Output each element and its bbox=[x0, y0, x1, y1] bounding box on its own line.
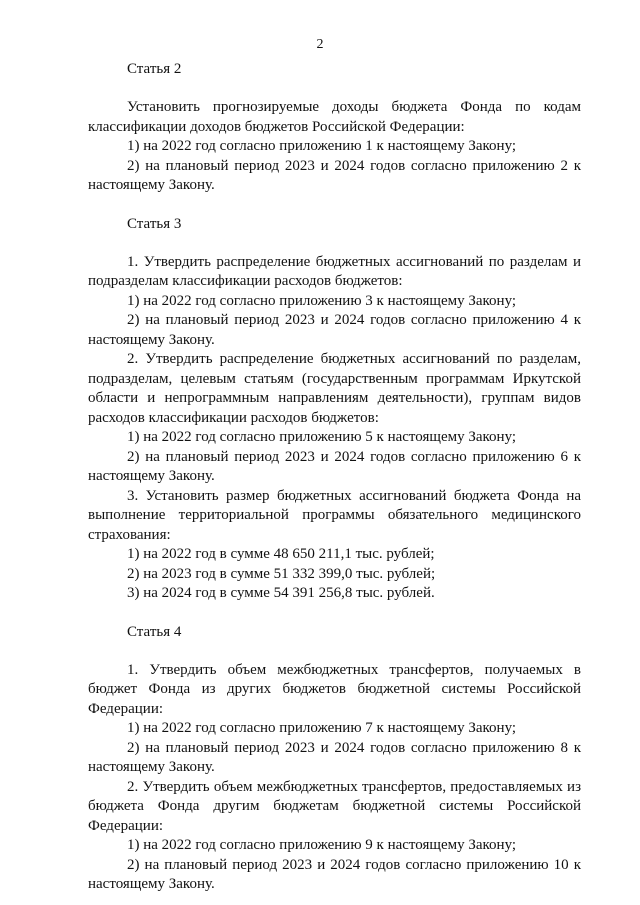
spacer bbox=[88, 642, 581, 661]
list-item: 1) на 2022 год согласно приложению 3 к настоящему Закону; bbox=[127, 292, 517, 309]
list-item: 1) на 2022 год согласно приложению 1 к настоящему Закону; bbox=[127, 138, 517, 154]
list-item: 2) на плановый период 2023 и 2024 годов согласно приложению 8 к настоящему Закону. bbox=[88, 739, 581, 775]
paragraph: 2. Утвердить распределение бюджетных ассигнований по разделам, подразделам, целевым статьям (государственным программам Иркутской области и непрограммным направлениям деятельности), группам видов расходов классификации расходов бюджетов: bbox=[88, 351, 581, 426]
paragraph: 1. Утвердить объем межбюджетных трансфертов, получаемых в бюджет Фонда из других бюджетов бюджетной системы Российской Федерации: bbox=[88, 661, 581, 717]
list-item: 2) на плановый период 2023 и 2024 годов согласно приложению 4 к настоящему Закону. bbox=[88, 312, 581, 348]
paragraph: Установить прогнозируемые доходы бюджета Фонда по кодам классификации доходов бюджетов Российской Федерации: bbox=[88, 99, 581, 135]
list-item: 2) на плановый период 2023 и 2024 годов согласно приложению 10 к настоящему Закону. bbox=[88, 856, 581, 892]
article-title: Статья 2 bbox=[127, 61, 182, 77]
list-item: 3) на 2024 год в сумме 54 391 256,8 тыс. рублей. bbox=[127, 585, 435, 601]
paragraph: 1. Утвердить распределение бюджетных ассигнований по разделам и подразделам классификации расходов бюджетов: bbox=[88, 253, 581, 289]
page-number: 2 bbox=[316, 37, 324, 52]
section-gap bbox=[88, 604, 581, 623]
article-2 bbox=[88, 60, 581, 196]
list-item: 1) на 2022 год в сумме 48 650 211,1 тыс. рублей; bbox=[127, 546, 435, 562]
spacer bbox=[88, 234, 581, 253]
list-item: 2) на плановый период 2023 и 2024 годов согласно приложению 6 к настоящему Закону. bbox=[88, 448, 581, 484]
article-4 bbox=[88, 623, 581, 895]
list-item: 1) на 2022 год согласно приложению 9 к настоящему Закону; bbox=[127, 837, 517, 853]
paragraph: 2. Утвердить объем межбюджетных трансфертов, предоставляемых из бюджета Фонда другим бюджетам бюджетной системы Российской Федерации: bbox=[88, 778, 581, 834]
list-item: 1) на 2022 год согласно приложению 5 к настоящему Закону; bbox=[127, 429, 517, 445]
list-item: 1) на 2022 год согласно приложению 7 к настоящему Закону; bbox=[127, 720, 517, 736]
list-item: 2) на плановый период 2023 и 2024 годов согласно приложению 2 к настоящему Закону. bbox=[88, 157, 581, 193]
paragraph: 3. Установить размер бюджетных ассигнований бюджета Фонда на выполнение территориальной программы обязательного медицинского страхования: bbox=[88, 487, 581, 543]
article-title: Статья 4 bbox=[127, 623, 182, 640]
spacer bbox=[88, 79, 581, 98]
list-item: 2) на 2023 год в сумме 51 332 399,0 тыс. рублей; bbox=[127, 565, 436, 582]
article-title: Статья 3 bbox=[127, 215, 182, 232]
section-gap bbox=[88, 196, 581, 215]
document-body bbox=[88, 60, 581, 895]
article-3 bbox=[88, 215, 581, 604]
